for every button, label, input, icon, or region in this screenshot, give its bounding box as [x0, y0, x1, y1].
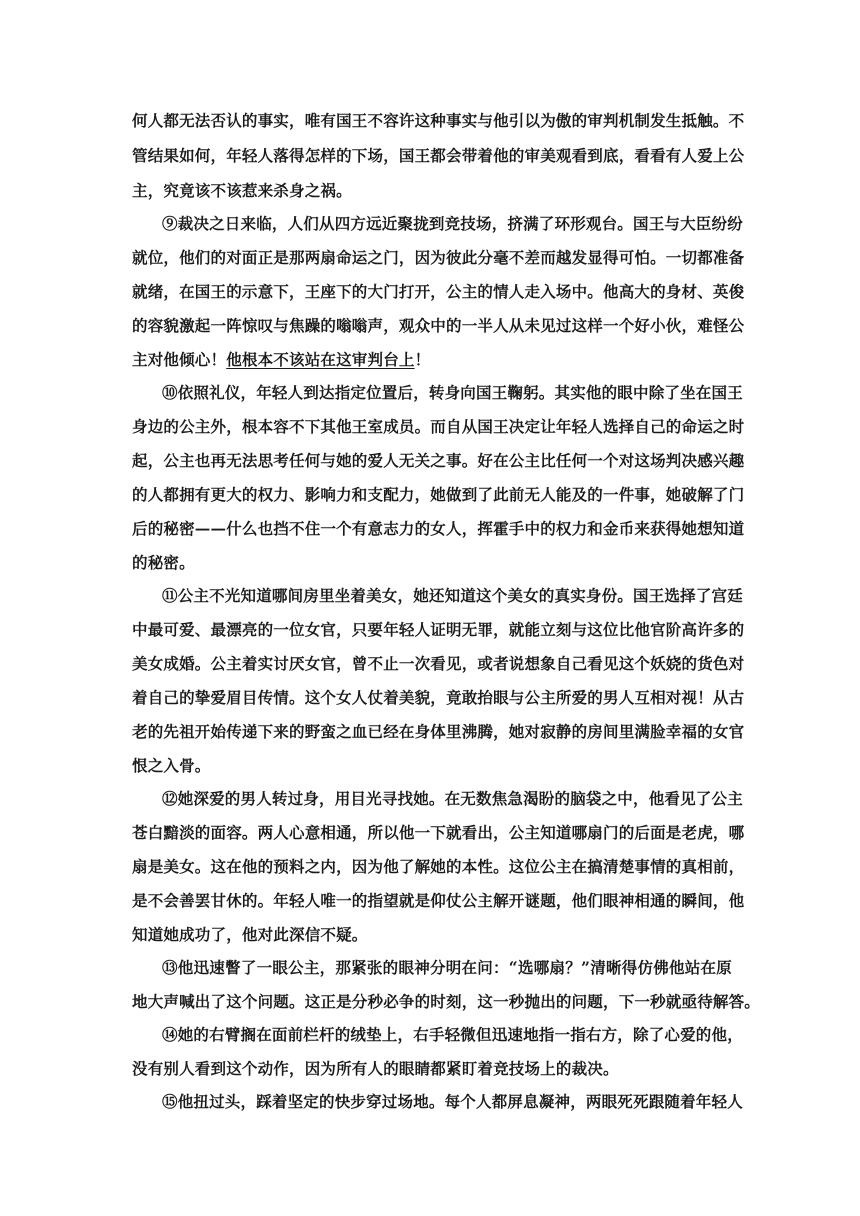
text-line: 老的先祖开始传递下来的野蛮之血已经在身体里沸腾，她对寂静的房间里满脸幸福的女官 [132, 722, 745, 741]
text-line: ⑬他迅速瞥了一眼公主，那紧张的眼神分明在问：“选哪扇？”清晰得仿佛他站在原 [162, 958, 732, 977]
text-line: 后的秘密——什么也挡不住一个有意志力的女人，挥霍手中的权力和金币来获得她想知道 [132, 519, 745, 538]
text-line: 地大声喊出了这个问题。这正是分秒必争的时刻，这一秒抛出的问题，下一秒就亟待解答。 [132, 992, 761, 1011]
text-line: 身边的公主外，根本容不下其他王室成员。而自从国王决定让年轻人选择自己的命运之时 [132, 417, 745, 436]
text-line: 扇是美女。这在他的预料之内，因为他了解她的本性。这位公主在搞清楚事情的真相前， [132, 857, 745, 876]
text-line: ⑩依照礼仪，年轻人到达指定位置后，转身向国王鞠躬。其实他的眼中除了坐在国王 [162, 383, 743, 402]
text-line: ⑨裁决之日来临，人们从四方远近聚拢到竞技场，挤满了环形观台。国王与大臣纷纷 [162, 214, 743, 233]
text-line: 主，究竟该不该惹来杀身之祸。 [132, 181, 352, 200]
text-line: 的人都拥有更大的权力、影响力和支配力，她做到了此前无人能及的一件事，她破解了门 [132, 485, 745, 504]
text-line: 美女成婚。公主着实讨厌女官，曾不止一次看见，或者说想象自己看见这个妖娆的货色对 [132, 654, 745, 673]
underlined-sentence: 他根本不该站在这审判台上 [226, 350, 415, 369]
text-segment: ！ [414, 350, 431, 369]
text-line: 起，公主也再无法思考任何与她的爱人无关之事。好在公主比任何一个对这场判决感兴趣 [132, 451, 745, 470]
text-line: 何人都无法否认的事实，唯有国王不容许这种事实与他引以为傲的审判机制发生抵触。不 [132, 111, 745, 130]
text-line: ⑭她的右臂搁在面前栏杆的绒垫上，右手轻微但迅速地指一指右方，除了心爱的他， [162, 1025, 743, 1044]
text-line: 的秘密。 [132, 553, 195, 572]
text-line: 知道她成功了，他对此深信不疑。 [132, 925, 368, 944]
text-line: 是不会善罢甘休的。年轻人唯一的指望就是仰仗公主解开谜题，他们眼神相通的瞬间，他 [132, 891, 745, 910]
text-line: ⑮他扭过头，踩着坚定的快步穿过场地。每个人都屏息凝神，两眼死死跟随着年轻人 [162, 1092, 743, 1111]
text-line: ⑫她深爱的男人转过身，用目光寻找她。在无数焦急渴盼的脑袋之中，他看见了公主 [162, 789, 743, 808]
text-line: 着自己的挚爱眉目传情。这个女人仗着美貌，竟敢抬眼与公主所爱的男人互相对视！从古 [132, 688, 745, 707]
text-line: 苍白黯淡的面容。两人心意相通，所以他一下就看出，公主知道哪扇门的后面是老虎，哪 [132, 823, 745, 842]
text-segment: 主对他倾心！ [132, 350, 227, 369]
text-line: 就绪，在国王的示意下，王座下的大门打开，公主的情人走入场中。他高大的身材、英俊 [132, 282, 745, 301]
text-line: ⑪公主不光知道哪间房里坐着美女，她还知道这个美女的真实身份。国王选择了宫廷 [162, 586, 743, 605]
text-line: 的容貌激起一阵惊叹与焦躁的嗡嗡声，观众中的一半人从未见过这样一个好小伙，难怪公 [132, 316, 745, 335]
text-line: 中最可爱、最漂亮的一位女官，只要年轻人证明无罪，就能立刻与这位比他官阶高许多的 [132, 620, 745, 639]
text-line: 管结果如何，年轻人落得怎样的下场，国王都会带着他的审美观看到底，看看有人爱上公 [132, 146, 745, 165]
text-line: 没有别人看到这个动作，因为所有人的眼睛都紧盯着竞技场上的裁决。 [132, 1059, 619, 1078]
text-line [132, 350, 732, 370]
text-line: 恨之入骨。 [132, 756, 211, 775]
text-line: 就位，他们的对面正是那两扇命运之门，因为彼此分毫不差而越发显得可怕。一切都准备 [132, 248, 745, 267]
